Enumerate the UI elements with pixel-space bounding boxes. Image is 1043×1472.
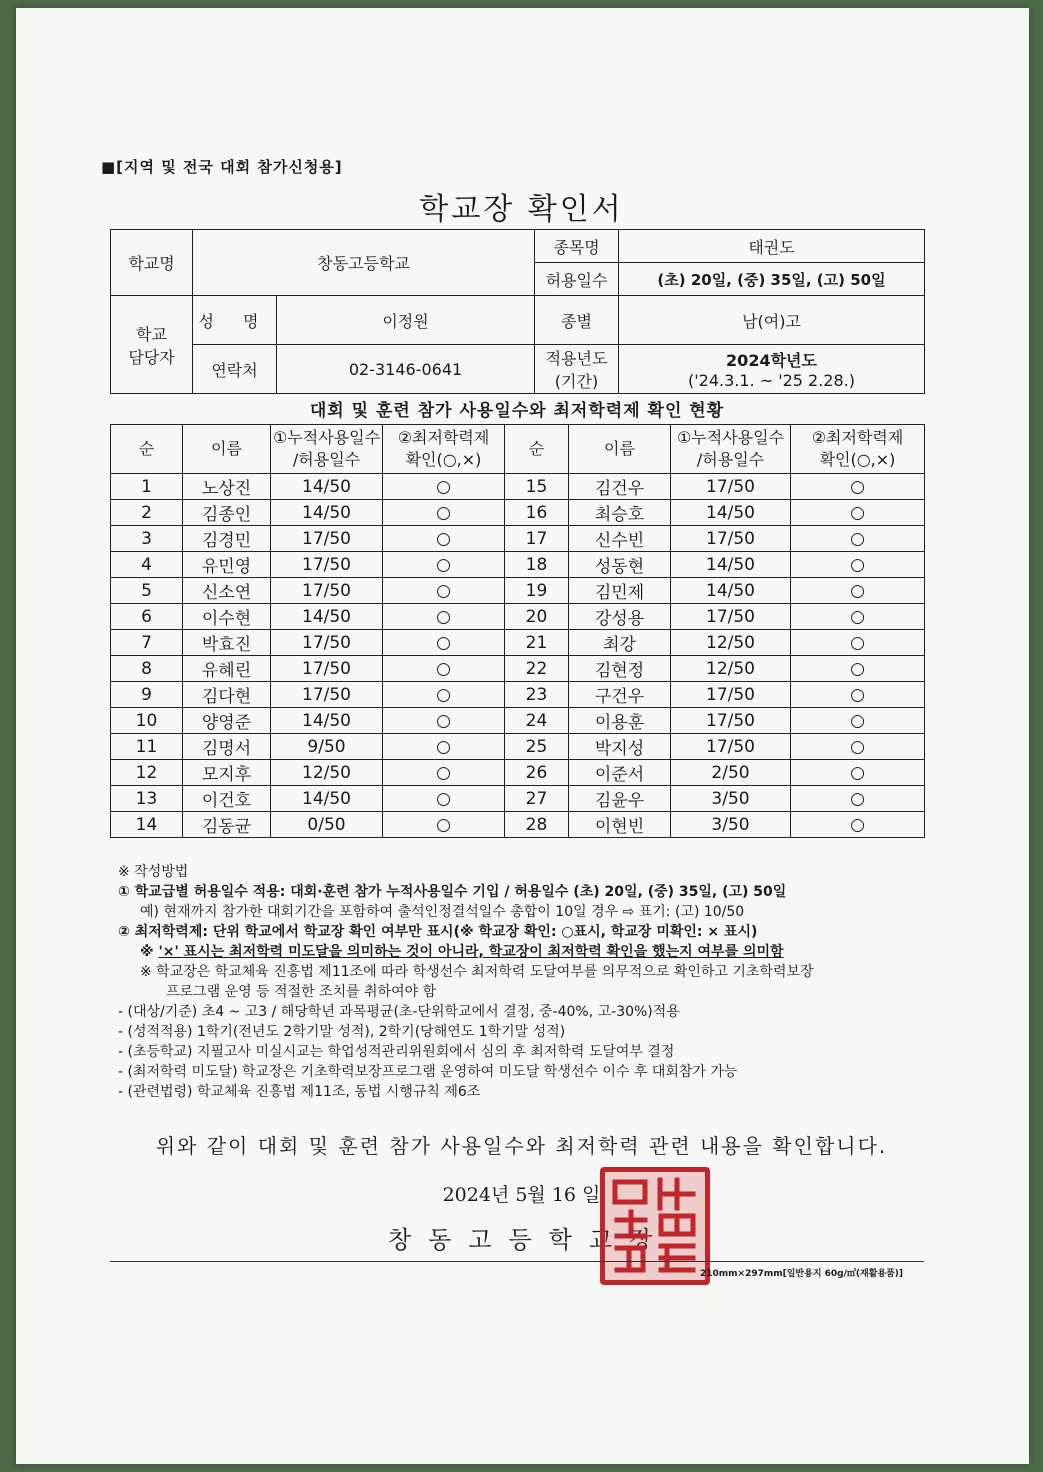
roster-cell-used-days-right: 17/50: [671, 526, 791, 552]
header-used: [271, 425, 383, 474]
contact-label: 연락처: [193, 345, 277, 394]
header-name: 이름: [183, 425, 271, 474]
detail-2: - (성적적용) 1학기(전년도 2학기말 성적), 2학기(당해연도 1학기말 성적): [118, 1024, 566, 1040]
header-used-line2: /허용일수: [292, 450, 361, 469]
roster-cell-used-days-right: 12/50: [671, 630, 791, 656]
roster-cell-used-days: 14/50: [271, 708, 383, 734]
principal-signature-line: 창동고등학교장: [388, 1226, 670, 1254]
roster-cell-check: ○: [383, 812, 505, 838]
header-used-2-line1: ①누적사용일수: [676, 428, 785, 447]
roster-cell-check-right: ○: [791, 604, 925, 630]
roster-cell-check-right: ○: [791, 760, 925, 786]
roster-cell-no-right: 28: [505, 812, 569, 838]
header-check-2-line2: 확인(○,×): [819, 450, 896, 469]
roster-cell-check: ○: [383, 708, 505, 734]
roster-cell-check: ○: [383, 682, 505, 708]
roster-cell-no-right: 16: [505, 500, 569, 526]
roster-cell-check: ○: [383, 474, 505, 500]
roster-cell-used-days-right: 14/50: [671, 552, 791, 578]
roster-cell-no: 3: [111, 526, 183, 552]
table-row: [111, 578, 925, 604]
roster-cell-used-days-right: 2/50: [671, 760, 791, 786]
header-check-line1: ②최저학력제: [397, 428, 490, 447]
roster-cell-name: 김동균: [183, 812, 271, 838]
roster-cell-used-days: 0/50: [271, 812, 383, 838]
roster-cell-check: ○: [383, 630, 505, 656]
roster-cell-no-right: 22: [505, 656, 569, 682]
roster-cell-name-right: 강성용: [569, 604, 671, 630]
roster-cell-name-right: 박지성: [569, 734, 671, 760]
year-label-line1: 적용년도: [545, 349, 608, 368]
roster-cell-used-days-right: 17/50: [671, 708, 791, 734]
roster-cell-no: 10: [111, 708, 183, 734]
year-value: 2024학년도: [726, 351, 817, 370]
note-1-example: 예) 현재까지 참가한 대회기간을 포함하여 출석인정결석일수 총합이 10일 경우 ⇨ 표기: (고) 10/50: [140, 904, 745, 920]
roster-cell-no-right: 24: [505, 708, 569, 734]
table-row: [111, 786, 925, 812]
roster-cell-name-right: 최강: [569, 630, 671, 656]
detail-4: - (최저학력 미도달) 학교장은 기초학력보장프로그램 운영하여 미도달 학생선수 이수 후 대회참가 가능: [118, 1064, 738, 1080]
detail-1: - (대상/기준) 초4 ~ 고3 / 해당학년 과목평균(초-단위학교에서 결정, 중-40%, 고-30%)적용: [118, 1004, 680, 1020]
roster-cell-used-days-right: 17/50: [671, 474, 791, 500]
contact-value: 02-3146-0641: [277, 345, 535, 394]
note-2-a-mark: ※: [140, 944, 159, 960]
roster-cell-used-days: 14/50: [271, 786, 383, 812]
header-used-2-line2: /허용일수: [696, 450, 765, 469]
roster-cell-check: ○: [383, 786, 505, 812]
school-seal-stamp: [600, 1167, 710, 1285]
gender-label: 종별: [535, 296, 619, 345]
roster-cell-used-days-right: 14/50: [671, 500, 791, 526]
manager-label-line2: 담당자: [128, 347, 175, 367]
header-check-line2: 확인(○,×): [405, 450, 482, 469]
paper-spec: 210mm×297mm[일반용지 60g/㎡(재활용품)]: [700, 1269, 904, 1279]
roster-cell-used-days-right: 17/50: [671, 734, 791, 760]
roster-cell-no: 11: [111, 734, 183, 760]
table-row: [111, 708, 925, 734]
roster-cell-no-right: 20: [505, 604, 569, 630]
roster-cell-check: ○: [383, 760, 505, 786]
roster-cell-used-days: 14/50: [271, 474, 383, 500]
header-no-2: 순: [505, 425, 569, 474]
roster-cell-used-days-right: 12/50: [671, 656, 791, 682]
roster-cell-no-right: 25: [505, 734, 569, 760]
roster-cell-check: ○: [383, 526, 505, 552]
roster-cell-used-days: 17/50: [271, 656, 383, 682]
roster-cell-no-right: 17: [505, 526, 569, 552]
year-label-line2: (기간): [554, 372, 599, 391]
roster-cell-no-right: 15: [505, 474, 569, 500]
roster-cell-name: 신소연: [183, 578, 271, 604]
seal-glyph-icon: [605, 1172, 705, 1280]
table-row: [111, 474, 925, 500]
roster-cell-no-right: 23: [505, 682, 569, 708]
roster-cell-check: ○: [383, 656, 505, 682]
roster-cell-check-right: ○: [791, 708, 925, 734]
event-label: 종목명: [535, 230, 619, 263]
roster-cell-check-right: ○: [791, 526, 925, 552]
roster-cell-name: 유혜린: [183, 656, 271, 682]
roster-cell-name-right: 이준서: [569, 760, 671, 786]
roster-cell-name: 이건호: [183, 786, 271, 812]
roster-cell-no-right: 18: [505, 552, 569, 578]
table-row: [111, 630, 925, 656]
roster-cell-used-days-right: 14/50: [671, 578, 791, 604]
roster-cell-check-right: ○: [791, 552, 925, 578]
confirmation-statement: 위와 같이 대회 및 훈련 참가 사용일수와 최저학력 관련 내용을 확인합니다.: [155, 1134, 888, 1158]
roster-cell-used-days: 17/50: [271, 552, 383, 578]
roster-cell-name: 양영준: [183, 708, 271, 734]
roster-cell-used-days: 14/50: [271, 604, 383, 630]
roster-cell-no: 13: [111, 786, 183, 812]
roster-cell-name-right: 김현정: [569, 656, 671, 682]
roster-cell-check-right: ○: [791, 812, 925, 838]
header-used-line1: ①누적사용일수: [272, 428, 381, 447]
roster-cell-check-right: ○: [791, 578, 925, 604]
table-row: [111, 734, 925, 760]
roster-cell-check-right: ○: [791, 630, 925, 656]
document-title: 학교장 확인서: [419, 192, 624, 227]
roster-cell-used-days: 17/50: [271, 526, 383, 552]
table-row: [111, 526, 925, 552]
roster-cell-no: 5: [111, 578, 183, 604]
roster-cell-name-right: 최승호: [569, 500, 671, 526]
roster-cell-used-days-right: 17/50: [671, 604, 791, 630]
note-2-a-text: '×' 표시는 최저학력 미도달을 의미하는 것이 아니라, 학교장이 최저학력 확인을 했는지 여부를 의미함: [158, 944, 784, 960]
roster-cell-check-right: ○: [791, 734, 925, 760]
roster-cell-name: 박효진: [183, 630, 271, 656]
note-2-a: [118, 942, 938, 962]
roster-cell-name: 모지후: [183, 760, 271, 786]
roster-cell-used-days: 17/50: [271, 682, 383, 708]
roster-cell-no-right: 26: [505, 760, 569, 786]
roster-cell-no-right: 21: [505, 630, 569, 656]
header-check: [383, 425, 505, 474]
detail-5: - (관련법령) 학교체육 진흥법 제11조, 동법 시행규칙 제6조: [118, 1084, 481, 1100]
roster-cell-check: ○: [383, 604, 505, 630]
notes-section: [118, 862, 938, 1102]
bottom-rule: [110, 1261, 924, 1262]
roster-cell-name: 김다현: [183, 682, 271, 708]
roster-cell-used-days: 9/50: [271, 734, 383, 760]
table-row: [111, 656, 925, 682]
roster-cell-no: 7: [111, 630, 183, 656]
roster-cell-used-days: 14/50: [271, 500, 383, 526]
detail-3: - (초등학교) 지필고사 미실시교는 학업성적관리위원회에서 심의 후 최저학력 도달여부 결정: [118, 1044, 675, 1060]
section-title: 대회 및 훈련 참가 사용일수와 최저학력제 확인 현황: [309, 401, 725, 421]
roster-cell-check-right: ○: [791, 786, 925, 812]
allowed-days-value: (초) 20일, (중) 35일, (고) 50일: [619, 263, 925, 296]
roster-cell-name: 김명서: [183, 734, 271, 760]
year-label: [535, 345, 619, 394]
allowed-days-label: 허용일수: [535, 263, 619, 296]
info-table: [110, 229, 925, 394]
roster-cell-check-right: ○: [791, 682, 925, 708]
roster-cell-no: 9: [111, 682, 183, 708]
header-no: 순: [111, 425, 183, 474]
roster-cell-used-days: 17/50: [271, 578, 383, 604]
roster-cell-name-right: 김민제: [569, 578, 671, 604]
roster-cell-check-right: ○: [791, 656, 925, 682]
roster-cell-name-right: 구건우: [569, 682, 671, 708]
table-row: [111, 760, 925, 786]
roster-cell-check: ○: [383, 500, 505, 526]
table-row: [111, 552, 925, 578]
form-tag: ■[지역 및 전국 대회 참가신청용]: [101, 158, 343, 176]
roster-cell-no-right: 19: [505, 578, 569, 604]
table-row: [111, 812, 925, 838]
roster-cell-name: 김종인: [183, 500, 271, 526]
note-1: ① 학교급별 허용일수 적용: 대회·훈련 참가 누적사용일수 기입 / 허용일수 (초) 20일, (중) 35일, (고) 50일: [118, 884, 787, 900]
note-2: ② 최저학력제: 단위 학교에서 학교장 확인 여부만 표시(※ 학교장 확인: ○표시, 학교장 미확인: × 표시): [118, 924, 758, 940]
school-label: 학교명: [111, 230, 193, 296]
roster-cell-name: 유민영: [183, 552, 271, 578]
roster-cell-used-days: 12/50: [271, 760, 383, 786]
year-value-cell: [619, 345, 925, 394]
roster-cell-name-right: 신수빈: [569, 526, 671, 552]
notes-heading: ※ 작성방법: [118, 864, 189, 880]
roster-cell-no: 14: [111, 812, 183, 838]
roster-table: [110, 424, 925, 838]
header-check-2: [791, 425, 925, 474]
roster-cell-check: ○: [383, 578, 505, 604]
header-used-2: [671, 425, 791, 474]
manager-label-line1: 학교: [136, 324, 167, 344]
roster-cell-name-right: 성동현: [569, 552, 671, 578]
table-row: [111, 604, 925, 630]
roster-cell-name: 노상진: [183, 474, 271, 500]
roster-cell-used-days-right: 17/50: [671, 682, 791, 708]
roster-cell-no: 6: [111, 604, 183, 630]
roster-cell-no: 2: [111, 500, 183, 526]
roster-cell-name-right: 김윤우: [569, 786, 671, 812]
roster-cell-name: 이수현: [183, 604, 271, 630]
roster-body: [111, 474, 925, 838]
roster-header-row: [111, 425, 925, 474]
roster-cell-name: 김경민: [183, 526, 271, 552]
roster-cell-check-right: ○: [791, 474, 925, 500]
roster-cell-no: 8: [111, 656, 183, 682]
roster-cell-name-right: 김건우: [569, 474, 671, 500]
table-row: [111, 500, 925, 526]
roster-cell-used-days-right: 3/50: [671, 786, 791, 812]
roster-cell-used-days-right: 3/50: [671, 812, 791, 838]
gender-value: 남(여)고: [619, 296, 925, 345]
name-value: 이정원: [277, 296, 535, 345]
issue-date: 2024년 5월 16 일: [442, 1184, 601, 1206]
roster-cell-check: ○: [383, 734, 505, 760]
table-row: [111, 682, 925, 708]
event-value: 태권도: [619, 230, 925, 263]
roster-cell-check: ○: [383, 552, 505, 578]
roster-cell-name-right: 이현빈: [569, 812, 671, 838]
roster-cell-name-right: 이용훈: [569, 708, 671, 734]
note-2-b-cont: 프로그램 운영 등 적절한 조치를 취하여야 함: [166, 984, 437, 1000]
roster-cell-used-days: 17/50: [271, 630, 383, 656]
manager-label: [111, 296, 193, 394]
roster-cell-no: 1: [111, 474, 183, 500]
period-value: ('24.3.1. ~ '25 2.28.): [688, 371, 855, 390]
school-value: 창동고등학교: [193, 230, 535, 296]
header-check-2-line1: ②최저학력제: [811, 428, 904, 447]
roster-cell-check-right: ○: [791, 500, 925, 526]
name-label: 성 명: [193, 296, 277, 345]
header-name-2: 이름: [569, 425, 671, 474]
roster-cell-no: 4: [111, 552, 183, 578]
roster-cell-no: 12: [111, 760, 183, 786]
note-2-b: ※ 학교장은 학교체육 진흥법 제11조에 따라 학생선수 최저학력 도달여부를 의무적으로 확인하고 기초학력보장: [140, 964, 814, 980]
roster-cell-no-right: 27: [505, 786, 569, 812]
